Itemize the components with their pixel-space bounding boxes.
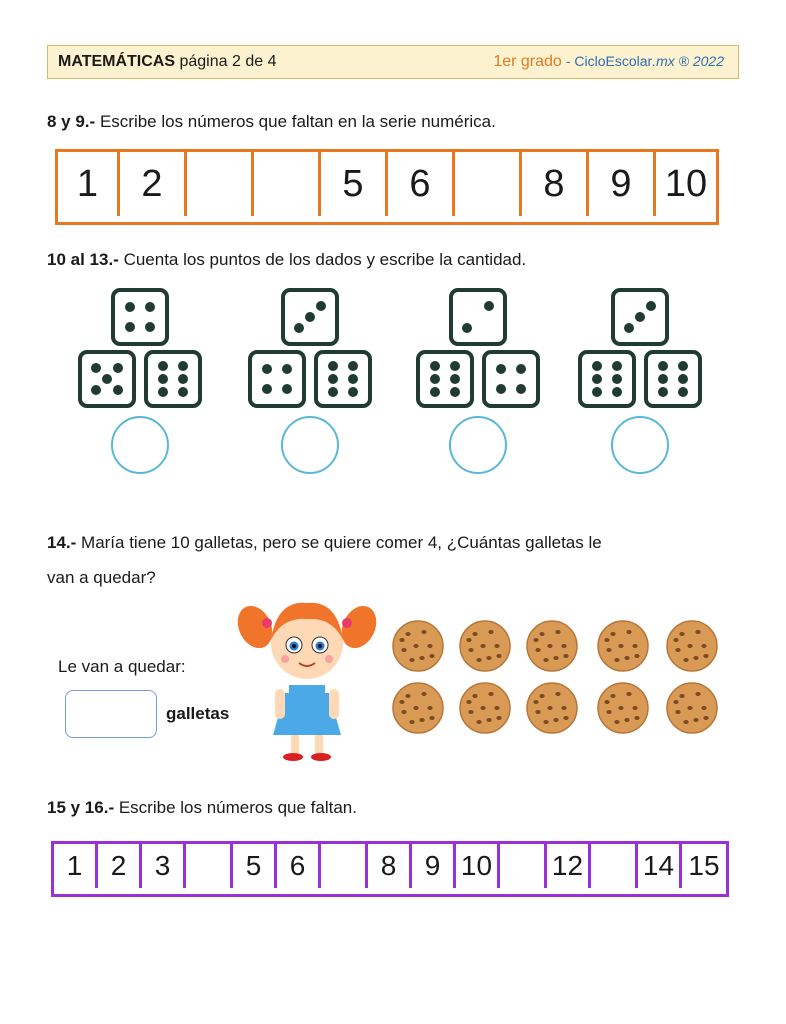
die-bottom-right — [314, 350, 372, 408]
die-pip — [316, 301, 326, 311]
die-pip — [430, 374, 440, 384]
die-pip — [158, 361, 168, 371]
die-pip — [496, 384, 506, 394]
cookie-icon — [666, 620, 718, 672]
answer-circle[interactable] — [449, 416, 507, 474]
dice-group — [78, 288, 208, 478]
die-pip — [450, 374, 460, 384]
cookie-icon — [526, 620, 578, 672]
dice-group — [578, 288, 708, 478]
number-cell: 2 — [120, 152, 187, 216]
dice-group — [416, 288, 546, 478]
answer-label: Le van a quedar: — [58, 657, 186, 676]
die-bottom-left — [416, 350, 474, 408]
die-pip — [305, 312, 315, 322]
question-8-9 — [47, 112, 496, 132]
blank-cell[interactable] — [186, 844, 233, 888]
die-pip — [646, 301, 656, 311]
die-pip — [450, 361, 460, 371]
die-pip — [612, 387, 622, 397]
die-pip — [484, 301, 494, 311]
number-cell: 1 — [54, 844, 98, 888]
die-pip — [658, 374, 668, 384]
die-pip — [328, 361, 338, 371]
number-cell: 5 — [321, 152, 388, 216]
number-cell: 12 — [547, 844, 591, 888]
die-pip — [516, 364, 526, 374]
dice-group — [248, 288, 378, 478]
number-cell: 8 — [522, 152, 589, 216]
die-bottom-left — [78, 350, 136, 408]
die-pip — [658, 361, 668, 371]
number-cell: 10 — [664, 162, 708, 205]
blank-cell[interactable] — [254, 152, 321, 216]
answer-circle[interactable] — [611, 416, 669, 474]
blank-cell[interactable] — [500, 844, 547, 888]
site-tail: ® 2022 — [678, 53, 724, 69]
question-number: 10 al 13.- — [47, 250, 119, 269]
site-label — [566, 53, 724, 69]
die-pip — [328, 374, 338, 384]
question-text: Cuenta los puntos de los dados y escribe la cantidad. — [123, 250, 527, 269]
cookie-icon — [459, 620, 511, 672]
die-pip — [113, 363, 123, 373]
number-cell: 14 — [638, 844, 682, 888]
die-pip — [516, 384, 526, 394]
die-pip — [678, 361, 688, 371]
die-pip — [462, 323, 472, 333]
die-pip — [592, 387, 602, 397]
question-14 — [47, 533, 602, 553]
die-pip — [282, 384, 292, 394]
die-pip — [158, 387, 168, 397]
die-pip — [678, 387, 688, 397]
number-series-2 — [51, 841, 729, 897]
answer-circle[interactable] — [281, 416, 339, 474]
site-prefix: - CicloEscolar — [565, 53, 653, 69]
die-pip — [262, 384, 272, 394]
number-cell: 5 — [233, 844, 277, 888]
die-pip — [658, 387, 668, 397]
die-pip — [294, 323, 304, 333]
number-cell: 10 — [456, 844, 500, 888]
die-pip — [91, 385, 101, 395]
question-text: Escribe los números que faltan en la serie numérica. — [99, 112, 496, 131]
die-bottom-left — [248, 350, 306, 408]
die-pip — [612, 374, 622, 384]
question-number: 8 y 9.- — [47, 112, 96, 131]
subject-title: MATEMÁTICAS — [58, 53, 176, 70]
blank-cell[interactable] — [591, 844, 638, 888]
die-pip — [91, 363, 101, 373]
die-pip — [450, 387, 460, 397]
blank-cell[interactable] — [455, 152, 522, 216]
page-header — [47, 45, 739, 79]
die-pip — [158, 374, 168, 384]
number-cell: 3 — [142, 844, 186, 888]
cookie-icon — [597, 620, 649, 672]
die-pip — [282, 364, 292, 374]
die-pip — [262, 364, 272, 374]
die-top — [111, 288, 169, 346]
die-pip — [348, 361, 358, 371]
die-pip — [430, 387, 440, 397]
number-cell: 2 — [98, 844, 142, 888]
die-pip — [102, 374, 112, 384]
question-10-13 — [47, 250, 526, 270]
number-cell: 15 — [688, 850, 720, 881]
die-pip — [178, 374, 188, 384]
page-indicator: página 2 de 4 — [179, 53, 277, 70]
die-bottom-right — [644, 350, 702, 408]
cookie-icon — [597, 682, 649, 734]
question-text-line2: van a quedar? — [47, 568, 156, 587]
answer-input-box[interactable] — [65, 690, 157, 738]
die-pip — [624, 323, 634, 333]
cookie-icon — [666, 682, 718, 734]
blank-cell[interactable] — [187, 152, 254, 216]
number-series-1 — [55, 149, 719, 225]
site-suffix: .mx — [652, 53, 675, 69]
die-pip — [113, 385, 123, 395]
die-pip — [348, 374, 358, 384]
number-cell: 6 — [388, 152, 455, 216]
answer-circle[interactable] — [111, 416, 169, 474]
girl-illustration — [237, 585, 377, 765]
die-pip — [430, 361, 440, 371]
die-bottom-left — [578, 350, 636, 408]
die-bottom-right — [144, 350, 202, 408]
cookie-icon — [392, 620, 444, 672]
question-text-line1: María tiene 10 galletas, pero se quiere comer 4, ¿Cuántas galletas le — [81, 533, 602, 552]
number-cell: 1 — [58, 152, 120, 216]
grade-label: 1er grado — [493, 53, 562, 70]
question-15-16 — [47, 798, 357, 818]
die-pip — [592, 374, 602, 384]
die-pip — [125, 322, 135, 332]
die-pip — [328, 387, 338, 397]
die-pip — [348, 387, 358, 397]
die-pip — [145, 322, 155, 332]
die-pip — [178, 387, 188, 397]
number-cell: 8 — [368, 844, 412, 888]
question-14-line2 — [47, 568, 156, 588]
die-pip — [635, 312, 645, 322]
cookie-icon — [459, 682, 511, 734]
answer-unit: galletas — [166, 704, 230, 723]
question-number: 14.- — [47, 533, 77, 552]
number-cell: 6 — [277, 844, 321, 888]
die-top — [449, 288, 507, 346]
die-pip — [612, 361, 622, 371]
die-pip — [496, 364, 506, 374]
die-pip — [145, 302, 155, 312]
header-left — [58, 53, 276, 71]
die-bottom-right — [482, 350, 540, 408]
blank-cell[interactable] — [321, 844, 368, 888]
question-number: 15 y 16.- — [47, 798, 115, 817]
question-text: Escribe los números que faltan. — [118, 798, 357, 817]
die-pip — [592, 361, 602, 371]
die-top — [281, 288, 339, 346]
number-cell: 9 — [412, 844, 456, 888]
die-pip — [178, 361, 188, 371]
die-top — [611, 288, 669, 346]
header-right — [493, 53, 724, 71]
cookie-icon — [392, 682, 444, 734]
die-pip — [125, 302, 135, 312]
number-cell: 9 — [589, 152, 656, 216]
cookie-icon — [526, 682, 578, 734]
die-pip — [678, 374, 688, 384]
